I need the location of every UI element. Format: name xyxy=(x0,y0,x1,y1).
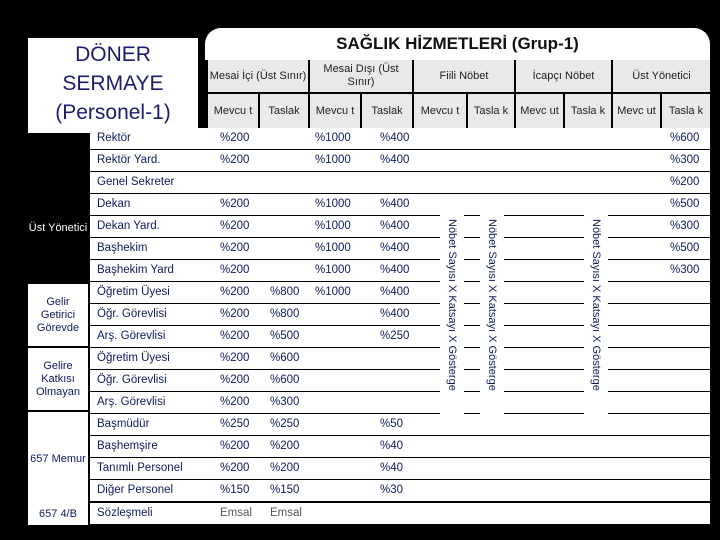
table-row xyxy=(90,282,710,303)
row-name: Arş. Görevlisi xyxy=(97,396,166,408)
cell-mesai-ici-mevcut: %200 xyxy=(220,440,250,452)
col-sub: Mevcu t xyxy=(208,94,258,128)
col-sub: Tasla k xyxy=(565,94,611,128)
cell-ust-yonetici: %500 xyxy=(670,198,700,210)
table-row xyxy=(90,128,710,149)
cell-ust-yonetici: %500 xyxy=(670,242,700,254)
cell-mesai-ici-taslak: %200 xyxy=(270,440,300,452)
col-group-fiili-nobet: Fiili Nöbet xyxy=(414,60,514,92)
cell-mesai-disi-mevcut: %1000 xyxy=(315,198,351,210)
cell-mesai-ici-taslak: %600 xyxy=(270,352,300,364)
group-label-657-memur: 657 Memur xyxy=(28,412,88,506)
page-title: SAĞLIK HİZMETLERİ (Grup-1) xyxy=(205,28,710,60)
cell-mesai-ici-taslak: %250 xyxy=(270,418,300,430)
cell-mesai-disi-taslak: %50 xyxy=(380,418,404,430)
cell-mesai-ici-mevcut: %200 xyxy=(220,154,250,166)
table-row xyxy=(90,458,710,479)
row-name: Sözleşmeli xyxy=(97,507,153,519)
table-row xyxy=(90,503,710,524)
row-name: Rektör xyxy=(97,132,131,144)
cell-mesai-ici-taslak: %800 xyxy=(270,308,300,320)
cell-mesai-ici-mevcut: %200 xyxy=(220,220,250,232)
row-name: Başhemşire xyxy=(97,440,158,452)
page-subtitle-box xyxy=(28,38,198,133)
cell-mesai-ici-taslak: %200 xyxy=(270,462,300,474)
table-row xyxy=(90,370,710,391)
table-row xyxy=(90,150,710,171)
cell-mesai-ici-taslak: Emsal xyxy=(270,507,302,519)
table-row xyxy=(90,480,710,501)
table-row xyxy=(90,260,710,281)
cell-ust-yonetici: %300 xyxy=(670,154,700,166)
subtitle-line: SERMAYE xyxy=(62,72,164,95)
col-group-mesai-ici: Mesai İçi (Üst Sınır) xyxy=(208,60,308,92)
cell-mesai-disi-mevcut: %1000 xyxy=(315,132,351,144)
cell-mesai-disi-taslak: %400 xyxy=(380,154,410,166)
cell-mesai-disi-taslak: %40 xyxy=(380,440,404,452)
table-row xyxy=(90,172,710,193)
subtitle-line: (Personel-1) xyxy=(55,101,171,124)
col-group-icapci-nobet: İcapçı Nöbet xyxy=(516,60,611,92)
cell-mesai-ici-mevcut: %200 xyxy=(220,264,250,276)
cell-mesai-disi-mevcut: %1000 xyxy=(315,220,351,232)
subtitle-line: DÖNER xyxy=(75,43,151,66)
cell-mesai-ici-mevcut: %200 xyxy=(220,286,250,298)
vertical-note-fiili: Nöbet Sayısı X Katsayı X Gösterge xyxy=(440,194,464,416)
cell-ust-yonetici: %300 xyxy=(670,220,700,232)
cell-mesai-disi-taslak: %400 xyxy=(380,286,410,298)
row-name: Tanımlı Personel xyxy=(97,462,183,474)
row-name: Öğr. Görevlisi xyxy=(97,308,167,320)
cell-mesai-ici-mevcut: %200 xyxy=(220,330,250,342)
col-sub: Tasla k xyxy=(662,94,710,128)
vertical-note-icapci: Nöbet Sayısı X Katsayı X Gösterge xyxy=(480,194,504,416)
col-sub: Taslak xyxy=(362,94,412,128)
vertical-note-ust: Nöbet Sayısı X Katsayı X Gösterge xyxy=(584,194,608,416)
cell-mesai-ici-mevcut: %200 xyxy=(220,242,250,254)
cell-mesai-ici-mevcut: %200 xyxy=(220,462,250,474)
cell-mesai-disi-taslak: %400 xyxy=(380,198,410,210)
row-name: Rektör Yard. xyxy=(97,154,161,166)
col-sub: Mevc ut xyxy=(516,94,563,128)
cell-mesai-disi-taslak: %30 xyxy=(380,484,404,496)
row-name: Başmüdür xyxy=(97,418,150,430)
row-name: Dekan Yard. xyxy=(97,220,160,232)
cell-mesai-disi-mevcut: %1000 xyxy=(315,154,351,166)
group-label-ust-yonetici: Üst Yönetici xyxy=(28,221,88,234)
cell-mesai-ici-mevcut: %200 xyxy=(220,374,250,386)
cell-mesai-ici-mevcut: %200 xyxy=(220,396,250,408)
table-row xyxy=(90,304,710,325)
cell-mesai-ici-mevcut: %200 xyxy=(220,352,250,364)
cell-ust-yonetici: %600 xyxy=(670,132,700,144)
row-name: Öğr. Görevlisi xyxy=(97,374,167,386)
cell-mesai-ici-mevcut: %150 xyxy=(220,484,250,496)
row-name: Dekan xyxy=(97,198,131,210)
cell-mesai-disi-taslak: %400 xyxy=(380,132,410,144)
col-sub: Mevcu t xyxy=(414,94,466,128)
cell-mesai-ici-taslak: %800 xyxy=(270,286,300,298)
col-sub: Taslak xyxy=(260,94,308,128)
cell-mesai-ici-taslak: %600 xyxy=(270,374,300,386)
table-row xyxy=(90,326,710,347)
cell-mesai-disi-mevcut: %1000 xyxy=(315,286,351,298)
table-row xyxy=(90,238,710,259)
cell-mesai-disi-mevcut: %1000 xyxy=(315,242,351,254)
cell-mesai-disi-taslak: %400 xyxy=(380,220,410,232)
cell-mesai-ici-taslak: %300 xyxy=(270,396,300,408)
group-label-gelire-katkisi-olmayan: Gelire Katkısı Olmayan xyxy=(28,348,88,410)
row-name: Diğer Personel xyxy=(97,484,174,496)
cell-mesai-ici-taslak: %500 xyxy=(270,330,300,342)
cell-ust-yonetici: %200 xyxy=(670,176,700,188)
row-name: Başhekim xyxy=(97,242,148,254)
cell-mesai-disi-mevcut: %1000 xyxy=(315,264,351,276)
cell-mesai-ici-mevcut: %200 xyxy=(220,132,250,144)
row-name: Arş. Görevlisi xyxy=(97,330,166,342)
table-row xyxy=(90,216,710,237)
group-label-657-4b: 657 4/B xyxy=(28,503,88,525)
cell-mesai-ici-mevcut: %200 xyxy=(220,198,250,210)
col-group-mesai-disi: Mesai Dışı (Üst Sınır) xyxy=(310,60,412,92)
cell-mesai-disi-taslak: %400 xyxy=(380,242,410,254)
row-name: Öğretim Üyesi xyxy=(97,286,170,298)
col-sub: Mevc ut xyxy=(613,94,660,128)
table-row xyxy=(90,392,710,413)
col-sub: Mevcu t xyxy=(310,94,360,128)
cell-mesai-disi-taslak: %400 xyxy=(380,308,410,320)
cell-mesai-ici-mevcut: Emsal xyxy=(220,507,252,519)
cell-mesai-disi-taslak: %400 xyxy=(380,264,410,276)
row-name: Öğretim Üyesi xyxy=(97,352,170,364)
table-row xyxy=(90,194,710,215)
cell-mesai-disi-taslak: %40 xyxy=(380,462,404,474)
cell-mesai-ici-taslak: %150 xyxy=(270,484,300,496)
col-sub: Tasla k xyxy=(468,94,514,128)
cell-mesai-ici-mevcut: %250 xyxy=(220,418,250,430)
table-row xyxy=(90,414,710,435)
table-row xyxy=(90,348,710,369)
cell-mesai-disi-taslak: %250 xyxy=(380,330,410,342)
group-label-gelir-getirici: Gelir Getirici Görevde xyxy=(28,284,88,346)
row-name: Başhekim Yard xyxy=(97,264,174,276)
table-row xyxy=(90,436,710,457)
cell-ust-yonetici: %300 xyxy=(670,264,700,276)
cell-mesai-ici-mevcut: %200 xyxy=(220,308,250,320)
col-group-ust-yonetici: Üst Yönetici xyxy=(613,60,710,92)
row-name: Genel Sekreter xyxy=(97,176,175,188)
